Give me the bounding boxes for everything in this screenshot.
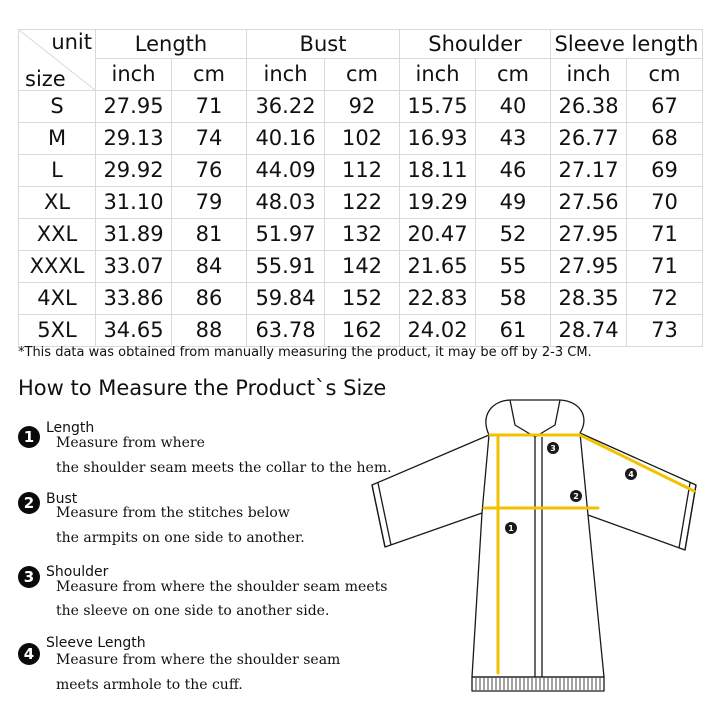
body-outline (472, 433, 604, 677)
step-description-line-2: the armpits on one side to another. (56, 530, 305, 546)
size-row (19, 219, 703, 251)
size-row (19, 123, 703, 155)
measurement-cell: 79 (172, 187, 247, 219)
size-rows (19, 91, 703, 347)
measurement-cell: 88 (172, 315, 247, 347)
size-cell: XL (19, 187, 96, 219)
measurement-cell: 34.65 (96, 315, 172, 347)
subheader-inch: inch (551, 59, 627, 91)
step-number-badge: 3 (18, 566, 40, 588)
size-row (19, 187, 703, 219)
measurement-cell: 142 (325, 251, 400, 283)
measurement-cell: 15.75 (400, 91, 476, 123)
step-description-line-1: Measure from where the shoulder seam (56, 652, 341, 668)
step-description-line-2: the sleeve on one side to another side. (56, 603, 330, 619)
subheader-inch: inch (247, 59, 325, 91)
size-cell: 4XL (19, 283, 96, 315)
step-title: Sleeve Length (46, 635, 146, 651)
measurement-cell: 29.92 (96, 155, 172, 187)
measurement-cell: 92 (325, 91, 400, 123)
measurement-cell: 22.83 (400, 283, 476, 315)
measurement-cell: 33.07 (96, 251, 172, 283)
measurement-cell: 76 (172, 155, 247, 187)
measurement-cell: 46 (476, 155, 551, 187)
measurement-cell: 36.22 (247, 91, 325, 123)
subheader-inch: inch (400, 59, 476, 91)
size-row (19, 155, 703, 187)
measurement-cell: 102 (325, 123, 400, 155)
size-chart-table (18, 29, 703, 347)
measurement-cell: 61 (476, 315, 551, 347)
how-to-measure-heading: How to Measure the Product`s Size (18, 376, 387, 400)
measurement-note: *This data was obtained from manually measuring the product, it may be off by 2-3 CM. (18, 345, 592, 360)
right-sleeve-outline (580, 433, 696, 550)
measurement-cell: 122 (325, 187, 400, 219)
measurement-cell: 72 (627, 283, 703, 315)
step-number-badge: 1 (18, 426, 40, 448)
marker-shoulder-label: 3 (550, 444, 556, 453)
measurement-cell: 27.95 (551, 219, 627, 251)
size-label: size (25, 67, 66, 91)
measurement-cell: 86 (172, 283, 247, 315)
measurement-cell: 69 (627, 155, 703, 187)
header-bust: Bust (247, 30, 400, 59)
measurement-cell: 27.17 (551, 155, 627, 187)
step-title: Bust (46, 491, 78, 507)
measurement-cell: 21.65 (400, 251, 476, 283)
header-sleeve-length: Sleeve length (551, 30, 703, 59)
garment-measurement-diagram (360, 385, 720, 705)
subheader-cm: cm (325, 59, 400, 91)
measurement-cell: 70 (627, 187, 703, 219)
measurement-cell: 112 (325, 155, 400, 187)
measurement-cell: 29.13 (96, 123, 172, 155)
right-cuff-line (679, 483, 690, 548)
measurement-cell: 52 (476, 219, 551, 251)
measurement-cell: 58 (476, 283, 551, 315)
measurement-cell: 18.11 (400, 155, 476, 187)
subheader-cm: cm (172, 59, 247, 91)
measurement-cell: 27.56 (551, 187, 627, 219)
measurement-cell: 59.84 (247, 283, 325, 315)
size-row (19, 251, 703, 283)
measurement-cell: 71 (627, 251, 703, 283)
measurement-cell: 81 (172, 219, 247, 251)
collar-outline (486, 400, 584, 435)
subheader-cm: cm (476, 59, 551, 91)
measurement-cell: 27.95 (96, 91, 172, 123)
measurement-cell: 63.78 (247, 315, 325, 347)
measurement-cell: 132 (325, 219, 400, 251)
measurement-cell: 26.77 (551, 123, 627, 155)
left-cuff-line (372, 485, 385, 547)
measurement-cell: 31.10 (96, 187, 172, 219)
measurement-cell: 67 (627, 91, 703, 123)
measurement-cell: 33.86 (96, 283, 172, 315)
measurement-cell: 73 (627, 315, 703, 347)
size-cell: M (19, 123, 96, 155)
measurement-cell: 55 (476, 251, 551, 283)
size-cell: S (19, 91, 96, 123)
marker-sleeve-label: 4 (628, 470, 634, 479)
header-length: Length (96, 30, 247, 59)
measurement-cell: 44.09 (247, 155, 325, 187)
step-description-line-2: meets armhole to the cuff. (56, 677, 243, 693)
step-description-line-1: Measure from where the shoulder seam meets (56, 579, 388, 595)
size-cell: L (19, 155, 96, 187)
corner-header-cell (19, 30, 96, 91)
measurement-cell: 84 (172, 251, 247, 283)
step-title: Length (46, 420, 95, 436)
hem-ribbing (476, 678, 600, 690)
collar-inner-outline (510, 400, 560, 437)
measurement-cell: 162 (325, 315, 400, 347)
marker-length-label: 1 (508, 524, 514, 533)
measurement-cell: 152 (325, 283, 400, 315)
measurement-cell: 48.03 (247, 187, 325, 219)
measurement-cell: 71 (172, 91, 247, 123)
measurement-cell: 20.47 (400, 219, 476, 251)
unit-label: unit (51, 30, 92, 54)
measurement-cell: 26.38 (551, 91, 627, 123)
sleeve-measure-line (580, 435, 694, 491)
size-row (19, 315, 703, 347)
measurement-cell: 74 (172, 123, 247, 155)
measurement-cell: 49 (476, 187, 551, 219)
measurement-cell: 19.29 (400, 187, 476, 219)
step-number-badge: 2 (18, 492, 40, 514)
marker-bust-label: 2 (573, 492, 579, 501)
size-row (19, 283, 703, 315)
measurement-cell: 40.16 (247, 123, 325, 155)
size-cell: XXXL (19, 251, 96, 283)
measurement-cell: 51.97 (247, 219, 325, 251)
header-shoulder: Shoulder (400, 30, 551, 59)
subheader-cm: cm (627, 59, 703, 91)
measurement-cell: 24.02 (400, 315, 476, 347)
size-cell: 5XL (19, 315, 96, 347)
step-description-line-1: Measure from the stitches below (56, 505, 290, 521)
step-description-line-2: the shoulder seam meets the collar to the hem. (56, 460, 392, 476)
subheader-inch: inch (96, 59, 172, 91)
measurement-cell: 40 (476, 91, 551, 123)
left-cuff-line (378, 483, 391, 545)
measurement-cell: 27.95 (551, 251, 627, 283)
measurement-cell: 68 (627, 123, 703, 155)
step-title: Shoulder (46, 564, 109, 580)
measurement-cell: 28.35 (551, 283, 627, 315)
measurement-cell: 28.74 (551, 315, 627, 347)
right-cuff-line (685, 485, 696, 550)
size-row (19, 91, 703, 123)
measurement-cell: 31.89 (96, 219, 172, 251)
step-number-badge: 4 (18, 643, 40, 665)
measurement-cell: 55.91 (247, 251, 325, 283)
measurement-cell: 71 (627, 219, 703, 251)
step-description-line-1: Measure from where (56, 435, 205, 451)
measurement-cell: 16.93 (400, 123, 476, 155)
measurement-cell: 43 (476, 123, 551, 155)
size-cell: XXL (19, 219, 96, 251)
left-sleeve-outline (372, 435, 489, 547)
